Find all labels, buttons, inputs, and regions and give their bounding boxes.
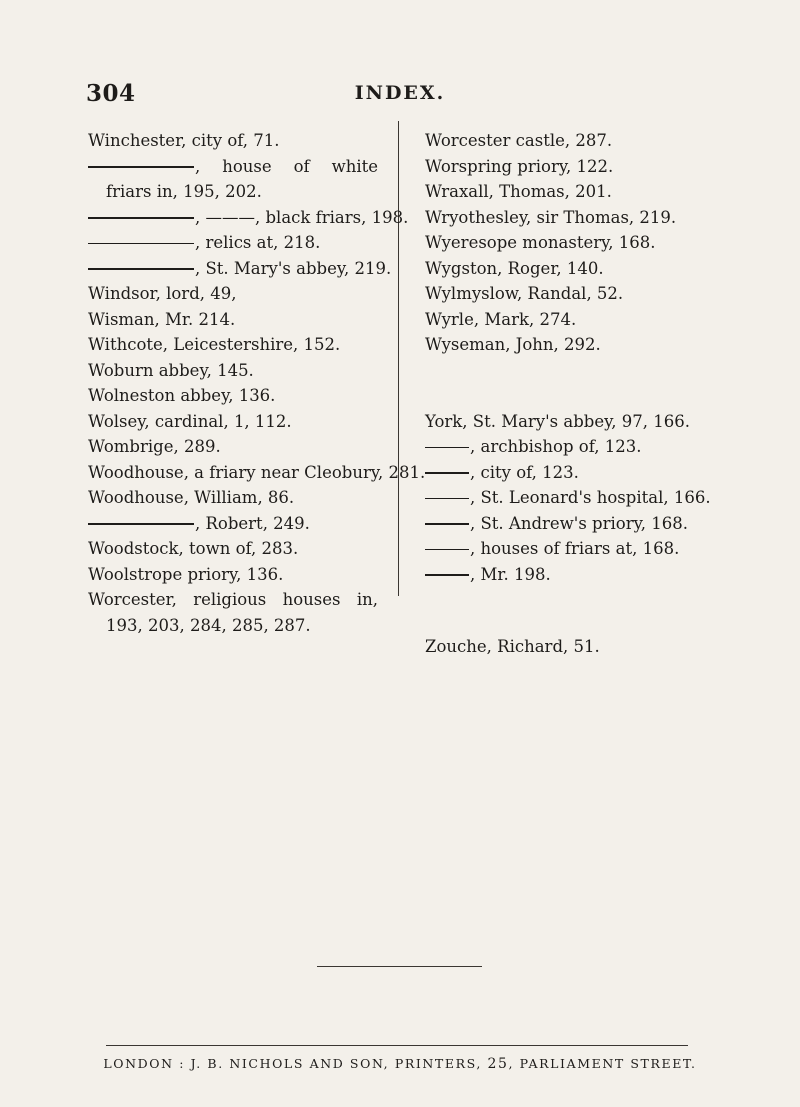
index-entry: Wolsey, cardinal, 1, 112.: [88, 411, 292, 431]
imprint-rule: [106, 1045, 688, 1046]
ditto-dash: [425, 447, 469, 449]
index-entry: Windsor, lord, 49,: [88, 284, 237, 303]
index-entry: Wylmyslow, Randal, 52.: [425, 284, 624, 303]
ditto-dash: [425, 523, 469, 525]
ditto-dash: [425, 549, 469, 551]
index-entry: , archbishop of, 123.: [425, 434, 725, 460]
index-entry: , St. Leonard's hospital, 166.: [425, 485, 725, 511]
index-entry: Wyeresope monastery, 168.: [425, 233, 656, 252]
section-gap: [425, 587, 725, 634]
ditto-dash: [88, 243, 194, 245]
ditto-dash: [425, 498, 469, 500]
index-entry: Worcester, religious houses in, 193, 203, 284, 285, 287.: [88, 590, 378, 635]
index-entry: Woolstrope priory, 136.: [88, 564, 284, 584]
ditto-dash: [88, 166, 194, 168]
index-entry: Woodhouse, William, 86.: [88, 488, 295, 507]
page-header-title: INDEX.: [354, 82, 446, 104]
index-entry: Woodstock, town of, 283.: [88, 539, 299, 558]
ditto-dash: [88, 217, 194, 219]
column-divider: [398, 121, 399, 596]
index-entry: Wraxall, Thomas, 201.: [425, 182, 612, 201]
index-entry: , ———, black friars, 198.: [88, 205, 378, 231]
index-entry: Wygston, Roger, 140.: [425, 258, 604, 278]
section-gap: [425, 358, 725, 409]
end-rule: [317, 966, 482, 967]
index-entry: Woodhouse, a friary near Cleobury, 281.: [88, 462, 426, 482]
index-entry: , house of white friars in, 195, 202.: [88, 154, 378, 205]
ditto-dash: [425, 472, 469, 474]
index-entry: Woburn abbey, 145.: [88, 360, 254, 380]
printer-imprint: LONDON : J. B. NICHOLS AND SON, PRINTERS, 25, PARLIAMENT STREET.: [103, 1056, 697, 1072]
index-entry: , relics at, 218.: [88, 230, 378, 256]
index-entry: , St. Andrew's priory, 168.: [425, 511, 725, 537]
index-entry: , Mr. 198.: [425, 562, 725, 588]
page-number: 304: [86, 80, 136, 107]
ditto-dash: [88, 268, 194, 270]
index-entry: , St. Mary's abbey, 219.: [88, 256, 378, 282]
index-entry: , Robert, 249.: [88, 511, 378, 537]
index-entry: Wisman, Mr. 214.: [88, 309, 236, 329]
index-entry: Zouche, Richard, 51.: [425, 637, 600, 656]
index-column-right: [425, 128, 725, 660]
ditto-dash: [88, 523, 194, 525]
index-entry: Wolneston abbey, 136.: [88, 386, 276, 405]
index-entry: Withcote, Leicestershire, 152.: [88, 335, 341, 354]
index-entry: , houses of friars at, 168.: [425, 536, 725, 562]
index-entry: Worspring priory, 122.: [425, 156, 614, 176]
index-entry: Wryothesley, sir Thomas, 219.: [425, 207, 677, 227]
index-entry: Wombrige, 289.: [88, 437, 221, 456]
index-entry: Wyrle, Mark, 274.: [425, 309, 577, 329]
index-entry: Winchester, city of, 71.: [88, 131, 280, 150]
index-entry: Wyseman, John, 292.: [425, 335, 601, 354]
index-entry: Worcester castle, 287.: [425, 131, 613, 150]
ditto-dash: [425, 574, 469, 576]
index-column-left: [88, 128, 426, 638]
index-entry: York, St. Mary's abbey, 97, 166.: [425, 411, 690, 431]
index-entry: , city of, 123.: [425, 460, 725, 486]
